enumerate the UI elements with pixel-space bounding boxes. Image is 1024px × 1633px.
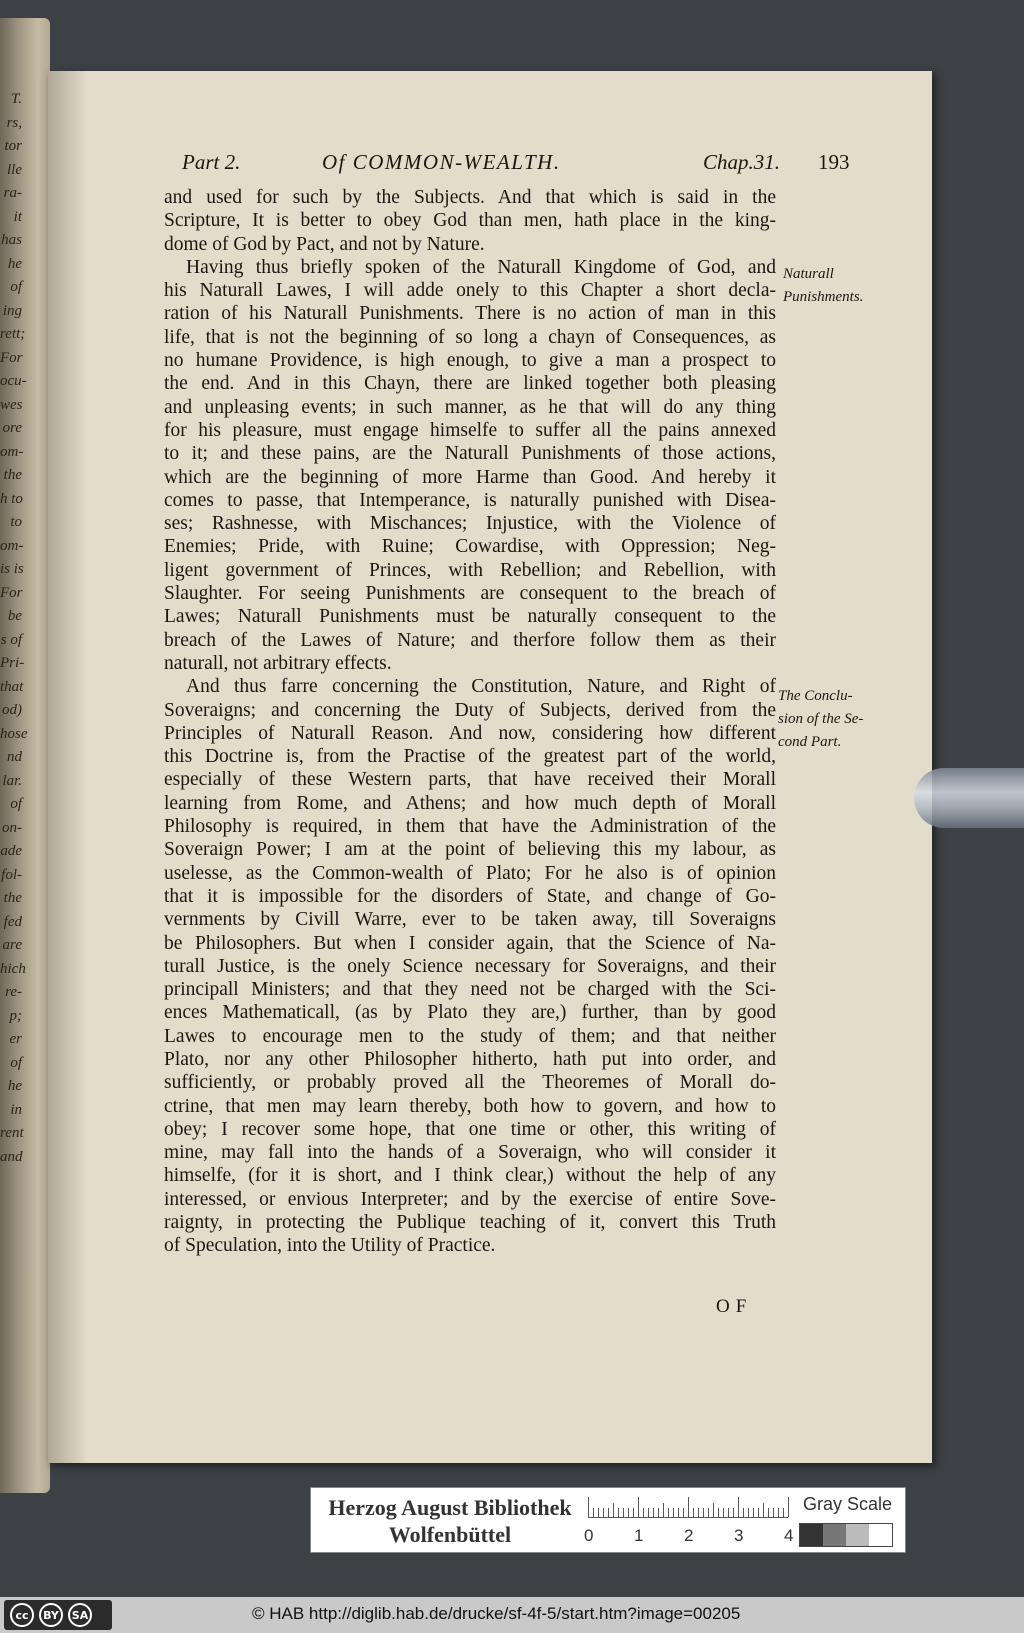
ruler-tick <box>783 1508 784 1517</box>
ruler-label: 0 <box>584 1526 594 1545</box>
ruler-tick <box>733 1508 734 1517</box>
text-line: Scripture, It is better to obey God than men, hath place in the king- <box>164 210 776 232</box>
gray-swatch <box>823 1524 846 1546</box>
facing-page-fragment: re- <box>5 984 22 1000</box>
ruler-tick <box>738 1497 739 1517</box>
facing-page-fragment: of <box>10 1054 22 1071</box>
catchword: OF <box>716 1296 753 1317</box>
text-line: be Philosophers. But when I consider again, that the Science of Na- <box>164 932 776 954</box>
margin-note-line: cond Part. <box>778 734 842 750</box>
facing-page-fragment: tor <box>4 138 22 154</box>
text-line: sufficiently, or probably proved all the Theoremes of Morall do- <box>164 1072 776 1094</box>
text-line: Lawes; Naturall Punishments must be naturally consequent to the <box>164 606 776 628</box>
margin-note-line: Naturall <box>783 266 834 282</box>
ruler-tick <box>693 1508 694 1517</box>
facing-page-fragment: T. <box>11 91 22 107</box>
facing-page-fragment: nd <box>7 749 22 765</box>
text-line: this Doctrine is, from the Practise of the greatest part of the world, <box>164 746 776 768</box>
ruler-tick <box>688 1497 689 1517</box>
text-line: Soveraigns; and concerning the Duty of Subjects, derived from the <box>164 699 776 721</box>
margin-note-line: The Conclu- <box>778 688 853 704</box>
ruler-tick <box>593 1508 594 1517</box>
ruler-tick <box>718 1508 719 1517</box>
ruler-tick <box>643 1508 644 1517</box>
ruler-label: 1 <box>634 1526 644 1545</box>
text-line: no humane Providence, is high enough, to give a man a prospect to <box>164 350 776 372</box>
text-line: Principles of Naturall Reason. And now, considering how different <box>164 722 776 744</box>
gray-swatch <box>869 1524 892 1546</box>
facing-page-fragment: are <box>2 937 22 953</box>
text-line: naturall, not arbitrary effects. <box>164 652 392 674</box>
ruler-tick <box>638 1497 639 1517</box>
text-line: ligent government of Princes, with Rebellion; and Rebellion, with <box>164 559 776 581</box>
text-line: raignty, in protecting the Publique teaching of it, convert this Truth <box>164 1212 776 1234</box>
facing-page-fragment: of <box>10 796 22 812</box>
ruler-label: 3 <box>734 1526 744 1545</box>
ruler-tick <box>773 1508 774 1517</box>
facing-page-fragment: h to <box>0 490 23 507</box>
text-line: Enemies; Pride, with Ruine; Cowardise, with Oppression; Neg- <box>164 536 776 558</box>
text-line: obey; I recover some hope, that one time or other, this writing of <box>164 1118 776 1140</box>
facing-page-fragment: he <box>7 1078 22 1094</box>
ruler-tick <box>633 1508 634 1517</box>
facing-page-fragment: rs, <box>6 114 22 131</box>
facing-page-fragment: For <box>0 349 23 366</box>
facing-page-fragment: of <box>10 279 22 295</box>
text-line: and used for such by the Subjects. And that which is said in the <box>164 187 776 208</box>
facing-page-fragment: Pri- <box>0 655 25 671</box>
ruler-tick <box>613 1503 614 1517</box>
text-line: and unpleasing events; in such manner, as he that will do any thing <box>164 396 776 418</box>
text-line: of Speculation, into the Utility of Practice. <box>164 1235 496 1257</box>
text-line: Lawes to encourage men to the study of them; and that neither <box>164 1025 776 1047</box>
running-head-chapter: Chap.31. <box>703 150 781 174</box>
sa-icon: SA <box>68 1603 92 1627</box>
ruler-tick <box>683 1508 684 1517</box>
text-line: uselesse, as the Common-wealth of Plato; For he also is of opinion <box>164 862 776 884</box>
facing-page-fragment: he <box>7 255 22 272</box>
text-line: for his pleasure, must engage himselfe to suffer all the pains annexed <box>164 419 776 441</box>
text-line: his Naturall Lawes, I will adde onely to this Chapter a short decla- <box>164 280 776 302</box>
footer-bar <box>0 1597 1024 1633</box>
facing-page-fragment: ade <box>0 843 22 859</box>
facing-page-fragment: on- <box>2 819 22 836</box>
facing-page-fragment: be <box>7 608 22 624</box>
ruler-label: 4 <box>784 1526 794 1545</box>
ruler-tick <box>678 1508 679 1517</box>
ruler-tick <box>648 1508 649 1517</box>
ruler-tick <box>608 1508 609 1517</box>
ruler-tick <box>713 1503 714 1517</box>
margin-note-naturall-punishments <box>783 263 863 309</box>
ruler-tick <box>673 1508 674 1517</box>
text-line: And thus farre concerning the Constitution, Nature, and Right of <box>186 676 776 698</box>
ruler-tick <box>628 1508 629 1517</box>
ruler-labels <box>584 1526 798 1546</box>
ruler-tick <box>708 1508 709 1517</box>
gray-scale-label: Gray Scale <box>803 1494 893 1514</box>
running-head-title: Of COMMON-WEALTH. <box>322 150 561 174</box>
text-line: Plato, nor any other Philosopher hitherto, hath put into order, and <box>164 1048 776 1070</box>
facing-page-fragment: rett; <box>0 326 26 342</box>
facing-page-fragment: that <box>0 678 24 695</box>
facing-page-fragment: fed <box>3 913 22 930</box>
ruler-tick <box>763 1503 764 1517</box>
ruler-tick <box>698 1508 699 1517</box>
ruler-tick <box>723 1508 724 1517</box>
facing-page-fragment: has <box>1 232 22 248</box>
facing-page-fragment: hose <box>0 725 28 742</box>
text-line: learning from Rome, and Athens; and how much depth of Morall <box>164 792 776 814</box>
facing-page-fragment: s of <box>0 631 22 648</box>
margin-note-conclusion <box>778 685 863 754</box>
ruler-tick <box>663 1503 664 1517</box>
facing-page-fragment: it <box>13 208 22 225</box>
facing-page-fragment: fol- <box>1 866 22 883</box>
ruler-tick <box>703 1508 704 1517</box>
facing-page-fragment: lle <box>7 161 22 178</box>
ruler-tick <box>788 1497 789 1517</box>
ruler-tick <box>748 1508 749 1517</box>
text-line: interessed, or envious Interpreter; and by the exercise of entire Sove- <box>164 1188 776 1210</box>
ruler-tick <box>728 1508 729 1517</box>
facing-page-fragment: to <box>10 514 22 530</box>
text-line: Philosophy is required, in them that have the Administration of the <box>164 816 776 838</box>
facing-page-fragment: ore <box>2 420 22 436</box>
text-line: himselfe, (for it is short, and I think clear,) without the help of any <box>164 1165 776 1187</box>
facing-page-fragment: ing <box>2 302 22 319</box>
ruler-tick <box>653 1508 654 1517</box>
margin-note-line: sion of the Se- <box>778 711 864 727</box>
ruler-tick <box>623 1508 624 1517</box>
text-line: which are the beginning of more Harme than Good. And hereby it <box>164 466 776 488</box>
ruler-tick <box>658 1508 659 1517</box>
body-text <box>164 186 776 1258</box>
ruler-tick <box>768 1508 769 1517</box>
gray-swatches <box>799 1523 893 1547</box>
facing-page-fragment: is is <box>0 561 24 577</box>
ruler-tick <box>758 1508 759 1517</box>
facing-page-fragment: the <box>3 467 22 483</box>
source-url[interactable]: © HAB http://diglib.hab.de/drucke/sf-4f-5/start.htm?image=00205 <box>252 1604 741 1623</box>
text-line: ses; Rashnesse, with Mischances; Injustice, with the Violence of <box>164 513 776 535</box>
facing-page-fragment: the <box>3 890 22 906</box>
text-line: ences Mathematicall, (as by Plato they are,) further, than by good <box>164 1002 776 1024</box>
facing-page-fragment: ocu- <box>0 373 27 389</box>
facing-page-fragment: om- <box>0 537 24 554</box>
facing-page-fragment: om- <box>0 443 24 460</box>
text-line: Slaughter. For seeing Punishments are consequent to the breach of <box>164 583 776 605</box>
cc-icon: cc <box>10 1603 34 1627</box>
facing-page-fragment: For <box>0 584 23 601</box>
facing-page-fragment: p; <box>9 1007 22 1024</box>
ruler-tick <box>743 1508 744 1517</box>
library-name <box>325 1494 575 1548</box>
facing-page-fragment: ra- <box>3 185 22 201</box>
text-line: comes to passe, that Intemperance, is naturally punished with Disea- <box>164 489 776 511</box>
ruler-tick <box>753 1508 754 1517</box>
ruler-tick <box>618 1508 619 1517</box>
text-line: turall Justice, is the onely Science necessary for Soveraigns, and their <box>164 955 776 977</box>
text-line: ration of his Naturall Punishments. There is no action of man in this <box>164 303 776 325</box>
ruler-tick <box>778 1508 779 1517</box>
ruler <box>588 1497 788 1518</box>
ruler-label: 2 <box>684 1526 694 1545</box>
text-line: that it is impossible for the disorders of State, and change of Go- <box>164 885 776 907</box>
page-clip <box>914 768 1024 828</box>
text-line: especially of these Western parts, that have received their Morall <box>164 769 776 791</box>
text-line: vernments by Civill Warre, ever to be taken away, till Soveraigns <box>164 909 776 931</box>
text-line: mine, may fall into the hands of a Soveraign, who will consider it <box>164 1142 776 1164</box>
text-line: Having thus briefly spoken of the Naturall Kingdome of God, and <box>186 256 776 278</box>
gray-swatch <box>846 1524 869 1546</box>
ruler-tick <box>598 1508 599 1517</box>
by-icon: BY <box>39 1603 63 1627</box>
ruler-tick <box>668 1508 669 1517</box>
facing-page-text-fragments <box>0 88 28 1169</box>
text-line: to it; and these pains, are the Naturall Punishments of those actions, <box>164 443 776 465</box>
text-line: dome of God by Pact, and not by Nature. <box>164 233 485 255</box>
margin-note-line: Punishments. <box>783 289 864 305</box>
library-name-line: Herzog August Bibliothek <box>328 1495 572 1520</box>
text-line: breach of the Lawes of Nature; and therfore follow them as their <box>164 629 776 651</box>
color-scale-bar <box>310 1487 906 1553</box>
facing-page-fragment: lar. <box>2 772 22 789</box>
facing-page-fragment: wes <box>0 396 23 413</box>
text-line: life, that is not the beginning of so long a chayn of Consequences, as <box>164 326 776 348</box>
ruler-tick <box>588 1497 589 1517</box>
text-line: the end. And in this Chayn, there are linked together both pleasing <box>164 373 776 395</box>
text-line: principall Ministers; and that they need not be charged with the Sci- <box>164 979 776 1001</box>
facing-page-fragment: and <box>0 1148 23 1165</box>
facing-page-fragment: er <box>9 1031 22 1047</box>
library-name-line: Wolfenbüttel <box>388 1522 512 1547</box>
running-head-part: Part 2. <box>182 150 241 174</box>
facing-page-fragment: rent <box>0 1125 24 1141</box>
page-number: 193 <box>818 150 850 174</box>
facing-page-fragment: in <box>10 1101 22 1118</box>
ruler-tick <box>603 1508 604 1517</box>
creative-commons-badge[interactable] <box>4 1600 112 1630</box>
text-line: ctrine, that men may learn thereby, both how to govern, and how to <box>164 1095 776 1117</box>
facing-page-edge <box>0 18 50 1493</box>
gray-swatch <box>800 1524 823 1546</box>
text-line: Soveraign Power; I am at the point of believing this my labour, as <box>164 839 776 861</box>
facing-page-fragment: hich <box>0 960 26 977</box>
facing-page-fragment: od) <box>2 702 22 718</box>
